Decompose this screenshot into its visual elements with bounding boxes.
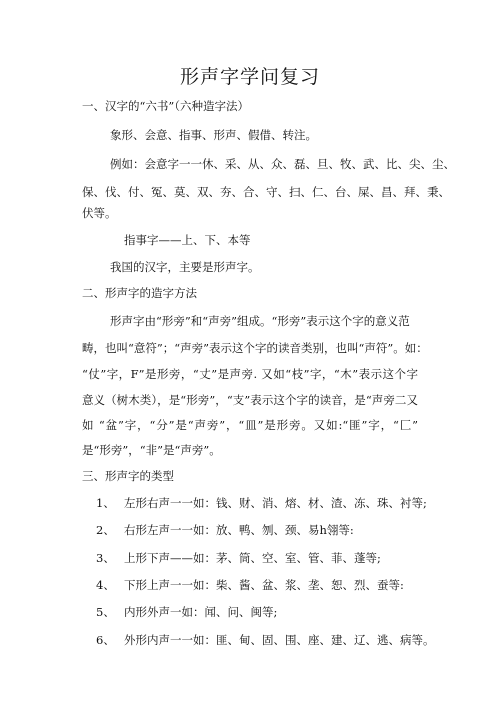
type-number-3: 3、 bbox=[96, 551, 115, 565]
method-line-4: 意义（树木类），是“形旁”，“支”表示这个字的读音，是“声旁二又 bbox=[82, 393, 418, 407]
type-item-2: 右形左声一一如：放、鸭、刎、颈、易h翎等: bbox=[124, 523, 354, 537]
method-line-5: 如 “盆”字，“分”是“声旁”，“皿”是形旁。又如:“匪”字，“匚” bbox=[82, 418, 418, 432]
section-heading-3: 三、形声字的类型 bbox=[82, 469, 174, 483]
type-number-6: 6、 bbox=[96, 633, 115, 647]
type-number-1: 1、 bbox=[96, 496, 115, 510]
section-heading-2: 二、形声字的造字方法 bbox=[82, 286, 197, 300]
type-item-4: 下形上声一一如：柴、酱、盆、浆、垄、恕、烈、蚕等: bbox=[124, 578, 404, 592]
example-line-3: 伏等。 bbox=[82, 206, 117, 220]
method-line-3: “仗”字，F”是形旁，“丈”是声旁. 又如“枝”字，“木”表示这个字 bbox=[82, 367, 418, 381]
example-line-1: 例如：会意字一一休、采、从、众、磊、旦、牧、武、比、尖、尘、 bbox=[110, 157, 455, 171]
type-number-5: 5、 bbox=[96, 605, 115, 619]
xingsheng-note: 我国的汉字，主要是形声字。 bbox=[110, 260, 260, 274]
page-title: 形声字学问复习 bbox=[179, 66, 320, 88]
type-item-3: 上形下声——如：茅、筒、空、室、管、菲、蓬等; bbox=[124, 551, 381, 565]
method-line-1: 形声字由“形旁”和“声旁”组成。“形旁”表示这个字的意义范 bbox=[110, 314, 410, 328]
six-scripts-list: 象形、会意、指事、形声、假借、转注。 bbox=[110, 128, 317, 142]
method-line-6: 是“形旁”，“非”是“声旁”。 bbox=[82, 443, 221, 457]
type-item-5: 内形外声一如：闻、问、闽等; bbox=[124, 605, 278, 619]
example-line-2: 保、伐、付、冤、莫、双、夯、合、守、扫、仁、台、屎、昌、拜、秉、 bbox=[82, 185, 450, 199]
zhishi-example: 指事字——上、下、本等 bbox=[124, 233, 251, 247]
method-line-2: 畴，也叫“意符”；“声旁”表示这个字的读音类别，也叫“声符”。如： bbox=[82, 341, 428, 355]
type-number-4: 4、 bbox=[96, 578, 115, 592]
type-item-6: 外形内声一一如：匪、甸、固、围、座、建、辽、逃、病等。 bbox=[124, 633, 435, 647]
type-item-1: 左形右声一一如：钱、财、消、熔、材、渣、冻、珠、衬等; bbox=[124, 496, 427, 510]
section-heading-1: 一、汉字的“六书”（六种造字法） bbox=[82, 99, 250, 113]
type-number-2: 2、 bbox=[96, 523, 115, 537]
